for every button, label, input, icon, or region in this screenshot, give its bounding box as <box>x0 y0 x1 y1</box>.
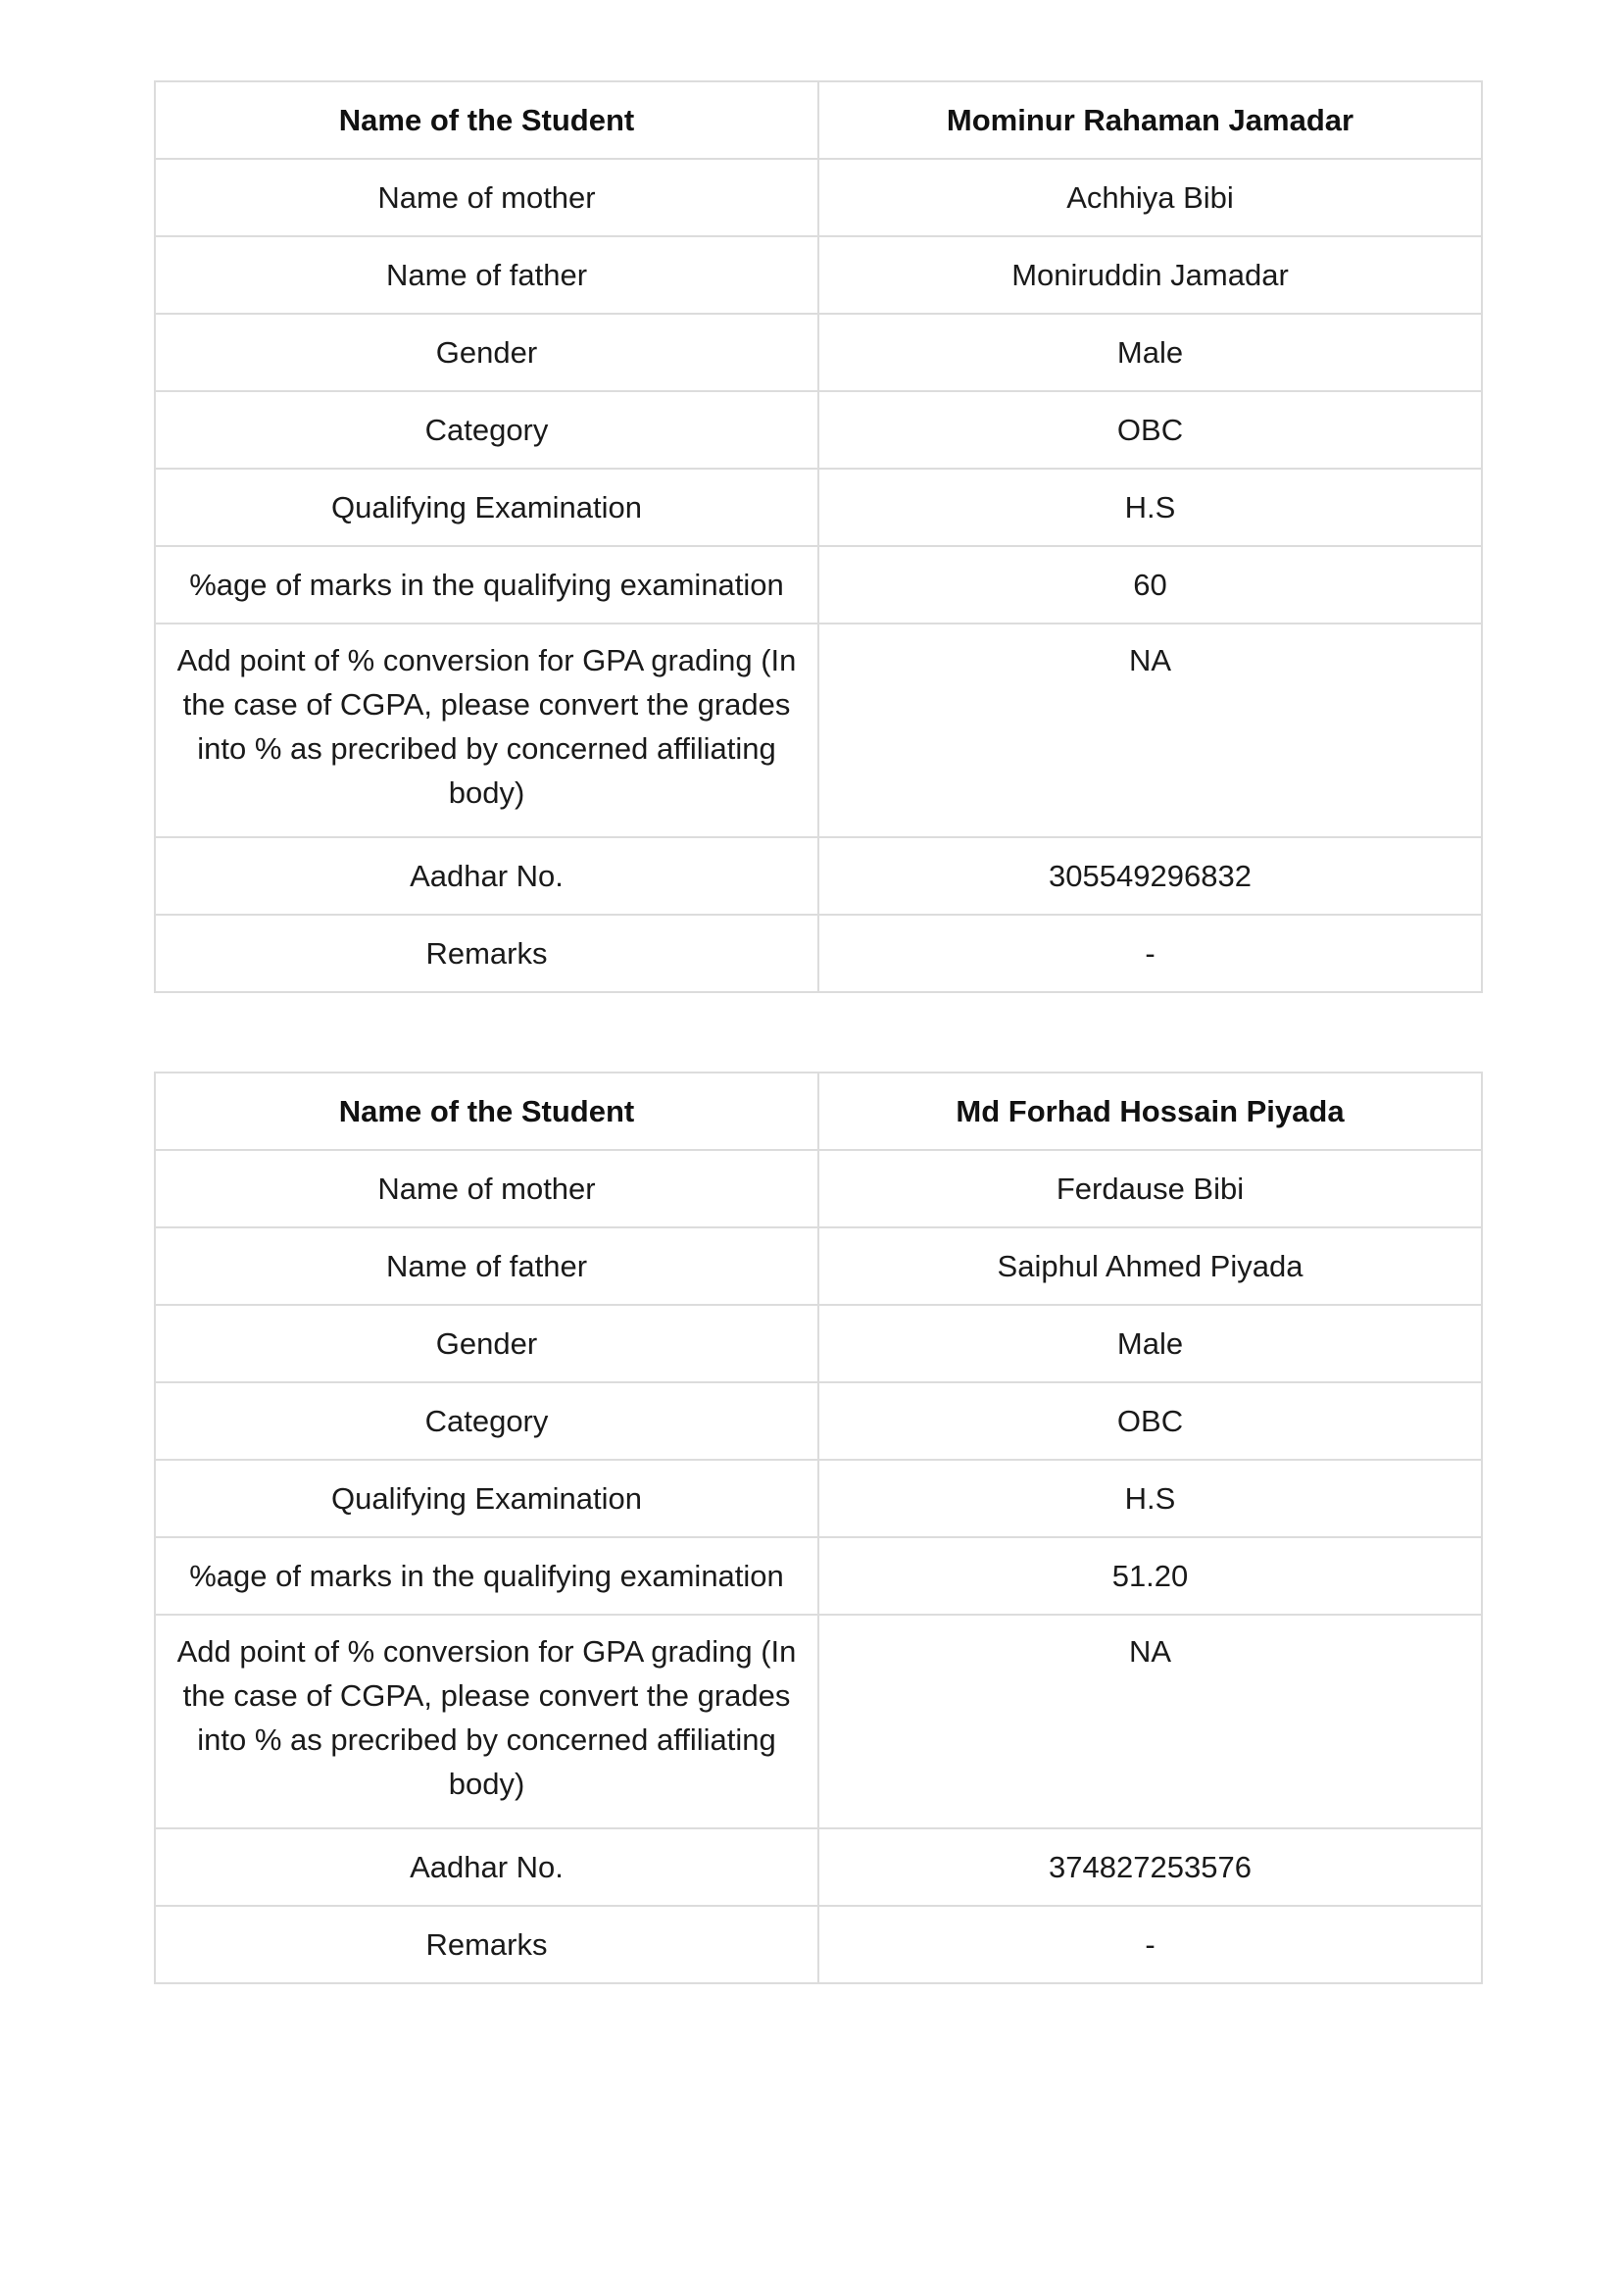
row-label: Qualifying Examination <box>155 469 818 546</box>
row-value: Saiphul Ahmed Piyada <box>818 1227 1482 1305</box>
row-label: Category <box>155 391 818 469</box>
student-record-table <box>154 1072 1483 1984</box>
row-value: 305549296832 <box>818 837 1482 915</box>
table-row <box>155 1305 1482 1382</box>
row-value: NA <box>818 624 1482 837</box>
row-label: %age of marks in the qualifying examination <box>155 546 818 624</box>
row-label: Remarks <box>155 1906 818 1983</box>
table-row <box>155 314 1482 391</box>
row-value: Ferdause Bibi <box>818 1150 1482 1227</box>
row-value: - <box>818 1906 1482 1983</box>
row-label: Gender <box>155 314 818 391</box>
table-row <box>155 1537 1482 1615</box>
row-label: Add point of % conversion for GPA grading (In the case of CGPA, please convert the grades into % as precribed by concerned affiliating body) <box>155 624 818 837</box>
table-row <box>155 1382 1482 1460</box>
table-row <box>155 159 1482 236</box>
student-name-value: Mominur Rahaman Jamadar <box>818 81 1482 159</box>
row-value: Moniruddin Jamadar <box>818 236 1482 314</box>
row-value: - <box>818 915 1482 992</box>
row-label: Remarks <box>155 915 818 992</box>
row-label: Add point of % conversion for GPA grading (In the case of CGPA, please convert the grades into % as precribed by concerned affiliating body) <box>155 1615 818 1828</box>
table-row <box>155 1906 1482 1983</box>
row-value: OBC <box>818 1382 1482 1460</box>
row-value: OBC <box>818 391 1482 469</box>
row-value: Male <box>818 1305 1482 1382</box>
row-label: Name of mother <box>155 159 818 236</box>
table-row <box>155 624 1482 837</box>
row-label: %age of marks in the qualifying examination <box>155 1537 818 1615</box>
table-row <box>155 1828 1482 1906</box>
student-record-table <box>154 80 1483 993</box>
table-row <box>155 1227 1482 1305</box>
row-value: Male <box>818 314 1482 391</box>
student-name-label: Name of the Student <box>155 1073 818 1150</box>
table-row <box>155 915 1482 992</box>
row-value: NA <box>818 1615 1482 1828</box>
row-value: 51.20 <box>818 1537 1482 1615</box>
row-label: Aadhar No. <box>155 1828 818 1906</box>
row-label: Name of father <box>155 1227 818 1305</box>
table-row <box>155 236 1482 314</box>
row-label: Name of father <box>155 236 818 314</box>
row-label: Name of mother <box>155 1150 818 1227</box>
row-value: Achhiya Bibi <box>818 159 1482 236</box>
row-value: H.S <box>818 1460 1482 1537</box>
table-row <box>155 1150 1482 1227</box>
student-name-label: Name of the Student <box>155 81 818 159</box>
table-row <box>155 469 1482 546</box>
table-row <box>155 1460 1482 1537</box>
row-value: H.S <box>818 469 1482 546</box>
row-value: 374827253576 <box>818 1828 1482 1906</box>
table-row <box>155 391 1482 469</box>
row-label: Aadhar No. <box>155 837 818 915</box>
table-row <box>155 546 1482 624</box>
table-row <box>155 1615 1482 1828</box>
student-name-value: Md Forhad Hossain Piyada <box>818 1073 1482 1150</box>
row-value: 60 <box>818 546 1482 624</box>
row-label: Category <box>155 1382 818 1460</box>
table-row <box>155 837 1482 915</box>
row-label: Gender <box>155 1305 818 1382</box>
table-row <box>155 81 1482 159</box>
table-row <box>155 1073 1482 1150</box>
row-label: Qualifying Examination <box>155 1460 818 1537</box>
